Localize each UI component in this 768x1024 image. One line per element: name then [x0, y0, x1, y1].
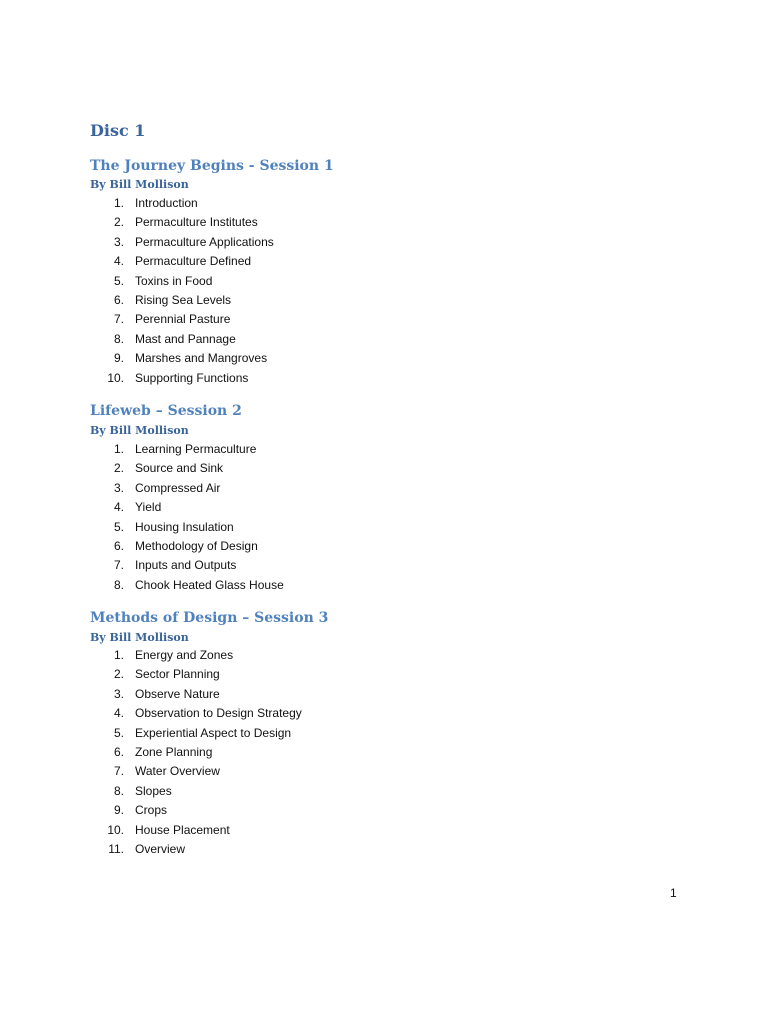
list-item — [0, 724, 768, 743]
list-item-number: 8. — [113, 783, 124, 798]
list-item — [0, 518, 768, 537]
list-item-number: 6. — [113, 538, 124, 553]
list-item-label: Introduction — [135, 196, 198, 210]
list-item — [0, 743, 768, 762]
disc-title: Disc 1 — [90, 121, 146, 140]
list-item-label: Zone Planning — [135, 744, 213, 759]
list-item-number: 5. — [113, 273, 124, 288]
list-item-number: 8. — [113, 577, 124, 592]
session-3-title: Methods of Design – Session 3 — [90, 610, 329, 626]
list-item-number: 3. — [113, 686, 124, 701]
list-item — [0, 762, 768, 781]
list-item — [0, 252, 768, 271]
list-item-number: 2. — [113, 667, 124, 682]
list-item-label: House Placement — [135, 822, 230, 837]
list-item — [0, 840, 768, 859]
list-item — [0, 665, 768, 684]
list-item-number: 4. — [113, 706, 124, 721]
session-3-byline: By Bill Mollison — [90, 631, 189, 644]
list-item — [0, 330, 768, 349]
list-item-label: Supporting Functions — [135, 370, 249, 385]
list-item-label: Mast and Pannage — [135, 331, 236, 346]
session-1-list — [0, 194, 768, 388]
list-item-label: Permaculture Applications — [135, 234, 274, 249]
list-item-number: 6. — [113, 744, 124, 759]
list-item-label: Housing Insulation — [135, 519, 234, 534]
list-item — [0, 704, 768, 723]
list-item — [0, 440, 768, 459]
list-item-label: Rising Sea Levels — [135, 292, 232, 307]
session-3-list — [0, 646, 768, 859]
session-2-byline: By Bill Mollison — [90, 424, 189, 437]
list-item-label: Source and Sink — [135, 461, 224, 476]
list-item — [0, 194, 768, 213]
list-item — [0, 459, 768, 478]
list-item — [0, 782, 768, 801]
list-item — [0, 369, 768, 388]
list-item-label: Compressed Air — [135, 480, 221, 495]
list-item-label: Inputs and Outputs — [135, 558, 237, 573]
session-1-byline: By Bill Mollison — [90, 178, 189, 191]
list-item-number: 6. — [113, 292, 124, 307]
list-item-number: 4. — [113, 254, 124, 269]
list-item-label: Slopes — [135, 783, 172, 798]
list-item-label: Water Overview — [135, 764, 220, 779]
session-1-title: The Journey Begins - Session 1 — [90, 158, 334, 174]
list-item — [0, 310, 768, 329]
list-item-label: Overview — [135, 841, 186, 856]
list-item — [0, 233, 768, 252]
list-item-label: Marshes and Mangroves — [135, 351, 268, 366]
list-item-label: Permaculture Institutes — [135, 215, 258, 230]
list-item-label: Sector Planning — [135, 667, 220, 682]
list-item — [0, 349, 768, 368]
list-item-number: 1. — [113, 648, 124, 662]
list-item-number: 7. — [113, 764, 124, 779]
list-item-label: Toxins in Food — [135, 273, 213, 288]
list-item-label: Perennial Pasture — [135, 312, 231, 327]
list-item-number: 2. — [113, 215, 124, 230]
list-item-number: 3. — [113, 480, 124, 495]
list-item-number: 10. — [107, 370, 124, 385]
list-item — [0, 685, 768, 704]
list-item-number: 7. — [113, 558, 124, 573]
list-item-label: Energy and Zones — [135, 648, 234, 662]
list-item-label: Methodology of Design — [135, 538, 258, 553]
list-item-number: 11. — [108, 841, 124, 856]
list-item — [0, 821, 768, 840]
list-item-label: Yield — [135, 500, 162, 515]
list-item — [0, 556, 768, 575]
list-item-number: 5. — [113, 725, 124, 740]
list-item — [0, 498, 768, 517]
list-item — [0, 213, 768, 232]
list-item-number: 5. — [113, 519, 124, 534]
list-item-label: Experiential Aspect to Design — [135, 725, 292, 740]
list-item-number: 1. — [113, 442, 124, 456]
list-item-number: 10. — [107, 822, 124, 837]
list-item — [0, 801, 768, 820]
list-item-number: 1. — [113, 196, 124, 210]
page-number: 1 — [670, 886, 677, 900]
list-item-label: Chook Heated Glass House — [135, 577, 284, 592]
list-item-number: 2. — [113, 461, 124, 476]
session-2-title: Lifeweb – Session 2 — [90, 403, 242, 419]
list-item-number: 8. — [113, 331, 124, 346]
session-2-list — [0, 440, 768, 595]
list-item — [0, 646, 768, 665]
list-item-number: 4. — [113, 500, 124, 515]
list-item-number: 3. — [113, 234, 124, 249]
list-item — [0, 291, 768, 310]
list-item-label: Permaculture Defined — [135, 254, 252, 269]
list-item-label: Learning Permaculture — [135, 442, 257, 456]
list-item-label: Crops — [135, 803, 168, 818]
list-item-label: Observation to Design Strategy — [135, 706, 302, 721]
list-item-number: 9. — [113, 803, 124, 818]
list-item — [0, 537, 768, 556]
list-item — [0, 479, 768, 498]
list-item — [0, 272, 768, 291]
list-item — [0, 576, 768, 595]
list-item-number: 9. — [113, 351, 124, 366]
list-item-number: 7. — [113, 312, 124, 327]
list-item-label: Observe Nature — [135, 686, 220, 701]
